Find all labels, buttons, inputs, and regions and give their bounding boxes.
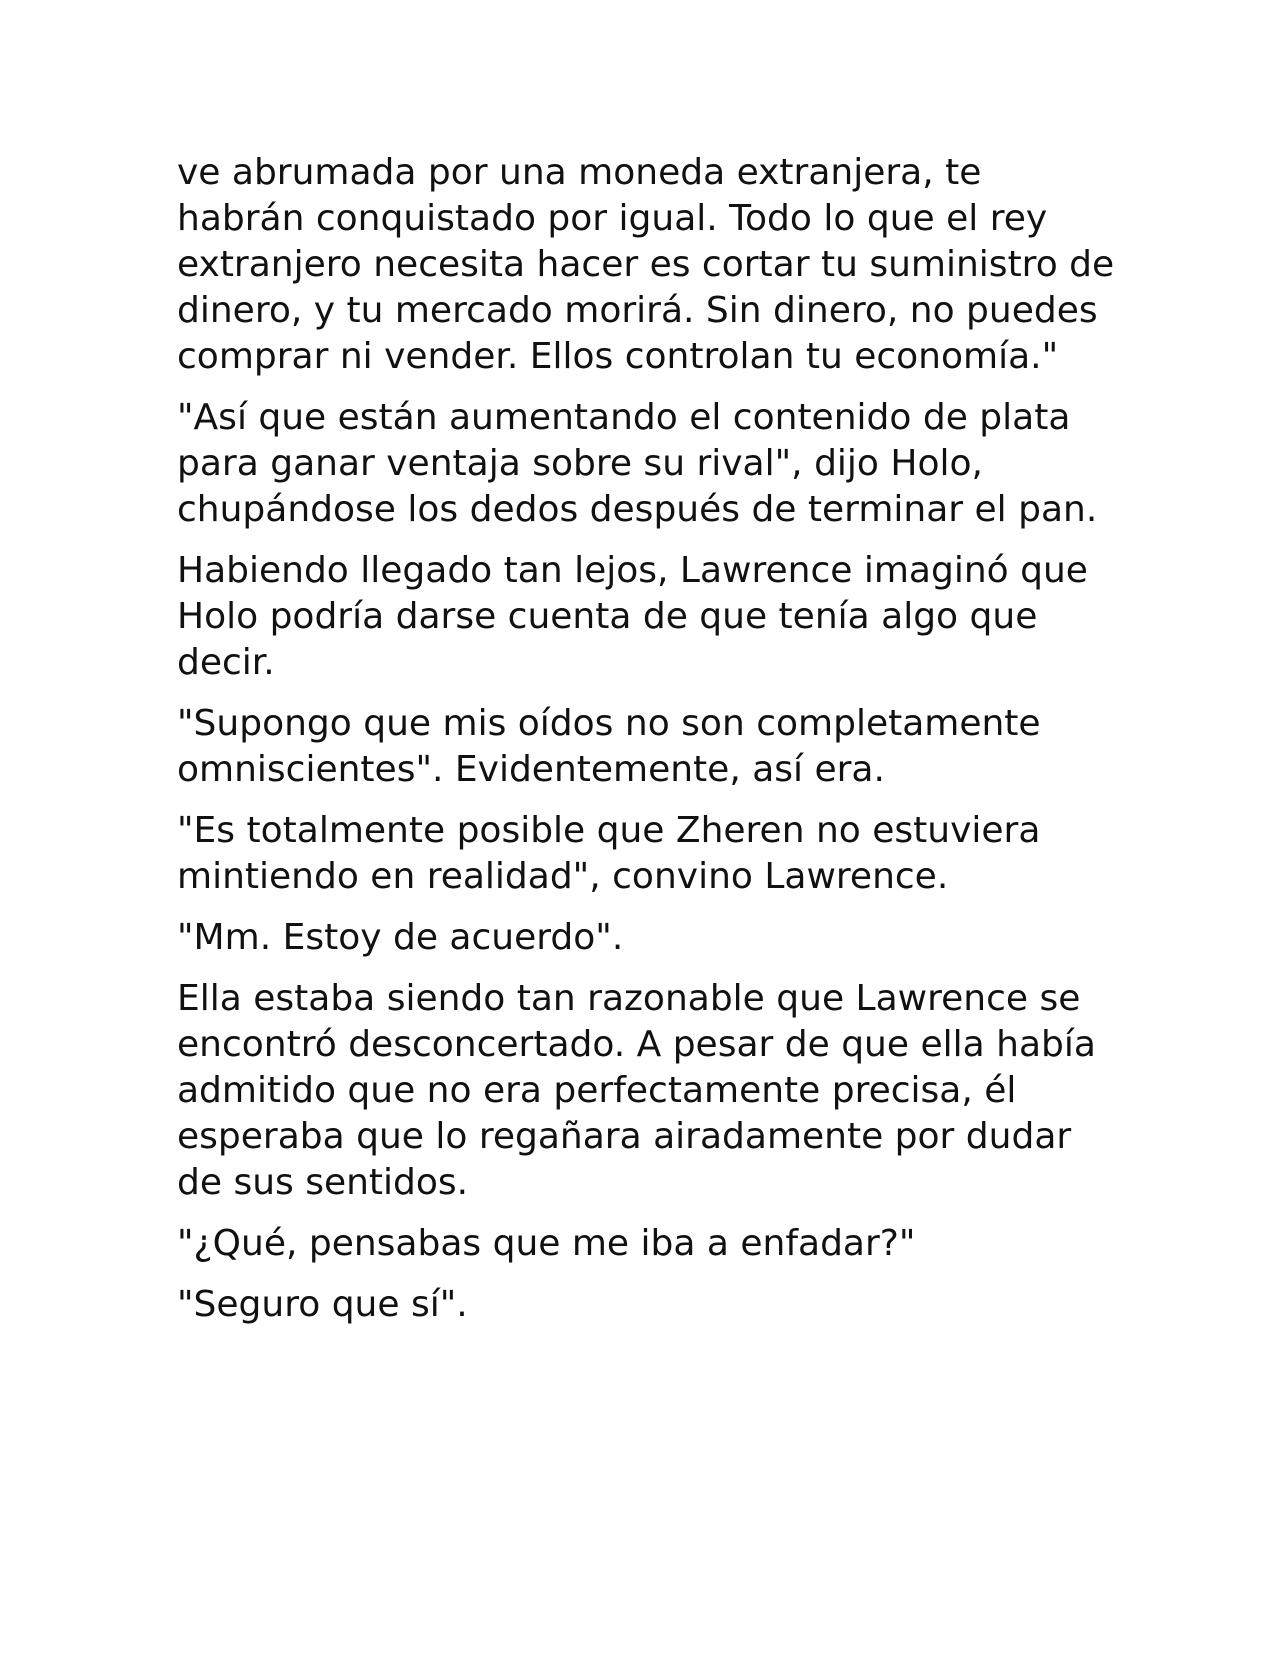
paragraph: ve abrumada por una moneda extranjera, te habrán conquistado por igual. Todo lo que el rey extranjero necesita hacer es cortar tu suministro de dinero, y tu mercado morirá. Sin dinero, no puedes comprar ni vender. Ellos controlan tu economía." <box>177 152 1115 377</box>
paragraph: Habiendo llegado tan lejos, Lawrence imaginó que Holo podría darse cuenta de que tenía algo que decir. <box>177 550 1088 683</box>
paragraph: Ella estaba siendo tan razonable que Lawrence se encontró desconcertado. A pesar de que ella había admitido que no era perfectamente precisa, él esperaba que lo regañara airadamente por dudar de sus sentidos. <box>177 978 1096 1203</box>
paragraph: "Así que están aumentando el contenido de plata para ganar ventaja sobre su rival", dijo Holo, chupándose los dedos después de terminar el pan. <box>177 397 1098 530</box>
paragraph: "Seguro que sí". <box>177 1284 468 1325</box>
body-text <box>177 150 1117 1343</box>
paragraph: "Es totalmente posible que Zheren no estuviera mintiendo en realidad", convino Lawrence. <box>177 810 1041 897</box>
paragraph: "¿Qué, pensabas que me iba a enfadar?" <box>177 1223 916 1264</box>
paragraph: "Mm. Estoy de acuerdo". <box>177 917 624 958</box>
paragraph: "Supongo que mis oídos no son completamente omniscientes". Evidentemente, así era. <box>177 703 1041 790</box>
